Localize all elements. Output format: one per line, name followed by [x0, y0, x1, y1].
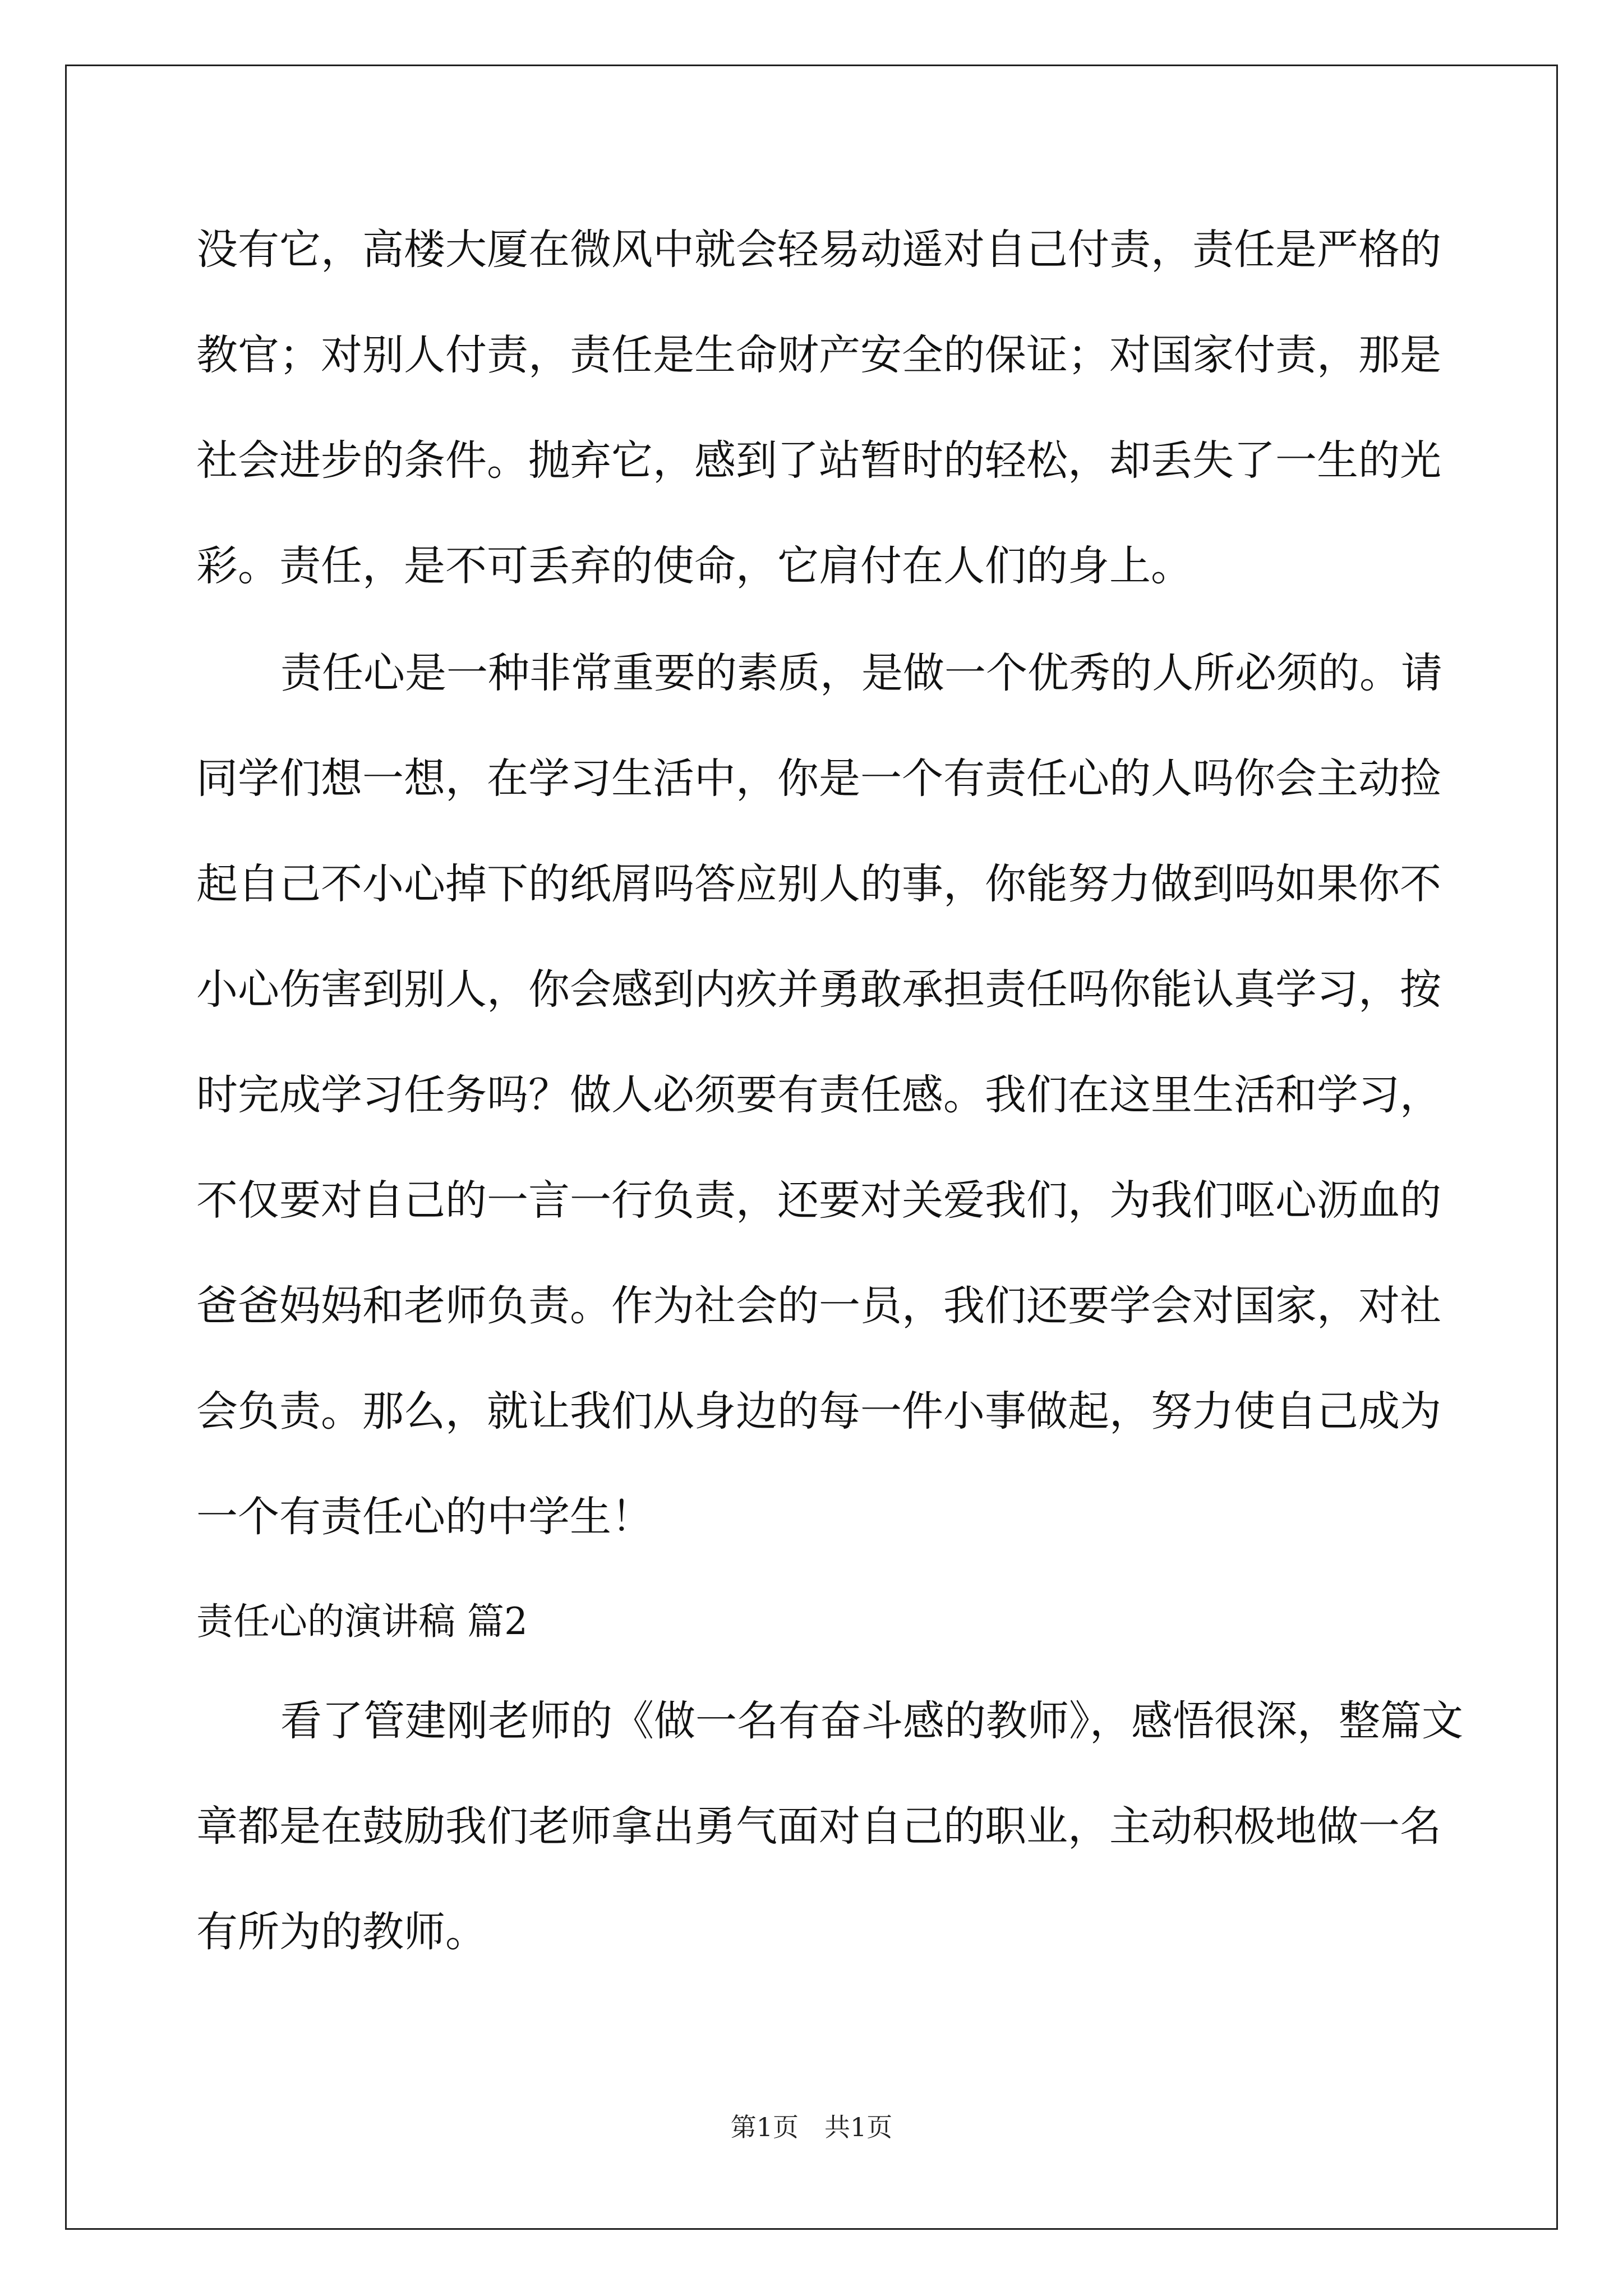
paragraph-line: 没有它，高楼大厦在微风中就会轻易动遥对自己付责，责任是严格的	[196, 226, 1441, 274]
paragraph-line: 时完成学习任务吗？做人必须要有责任感。我们在这里生活和学习，	[196, 1071, 1441, 1119]
paragraph-line: 同学们想一想，在学习生活中，你是一个有责任心的人吗你会主动捡	[196, 754, 1441, 803]
paragraph-line: 有所为的教师。	[196, 1908, 487, 1956]
paragraph-line: 会负责。那么，就让我们从身边的每一件小事做起，努力使自己成为	[196, 1387, 1441, 1435]
paragraph-line: 小心伤害到别人，你会感到内疚并勇敢承担责任吗你能认真学习，按	[196, 965, 1441, 1014]
paragraph-line: 责任心是一种非常重要的素质，是做一个优秀的人所必须的。请	[280, 649, 1442, 697]
paragraph-line: 教官；对别人付责，责任是生命财产安全的保证；对国家付责，那是	[196, 331, 1441, 379]
paragraph-line: 章都是在鼓励我们老师拿出勇气面对自己的职业，主动积极地做一名	[196, 1802, 1441, 1851]
paragraph-line: 一个有责任心的中学生！	[196, 1493, 653, 1541]
paragraph-line: 彩。责任，是不可丢弃的使命，它肩付在人们的身上。	[196, 542, 1192, 590]
paragraph-line: 起自己不小心掉下的纸屑吗答应别人的事，你能努力做到吗如果你不	[196, 860, 1441, 908]
paragraph-line: 不仅要对自己的一言一行负责，还要对关爱我们，为我们呕心沥血的	[196, 1176, 1441, 1225]
paragraph-line: 看了管建刚老师的《做一名有奋斗感的教师》，感悟很深，整篇文	[280, 1697, 1463, 1745]
section-heading: 责任心的演讲稿 篇2	[196, 1600, 528, 1643]
paragraph-line: 社会进步的条件。抛弃它，感到了站暂时的轻松，却丢失了一生的光	[196, 436, 1441, 485]
page-footer: 第1页 共1页	[730, 2112, 893, 2142]
paragraph-line: 爸爸妈妈和老师负责。作为社会的一员，我们还要学会对国家，对社	[196, 1282, 1441, 1330]
